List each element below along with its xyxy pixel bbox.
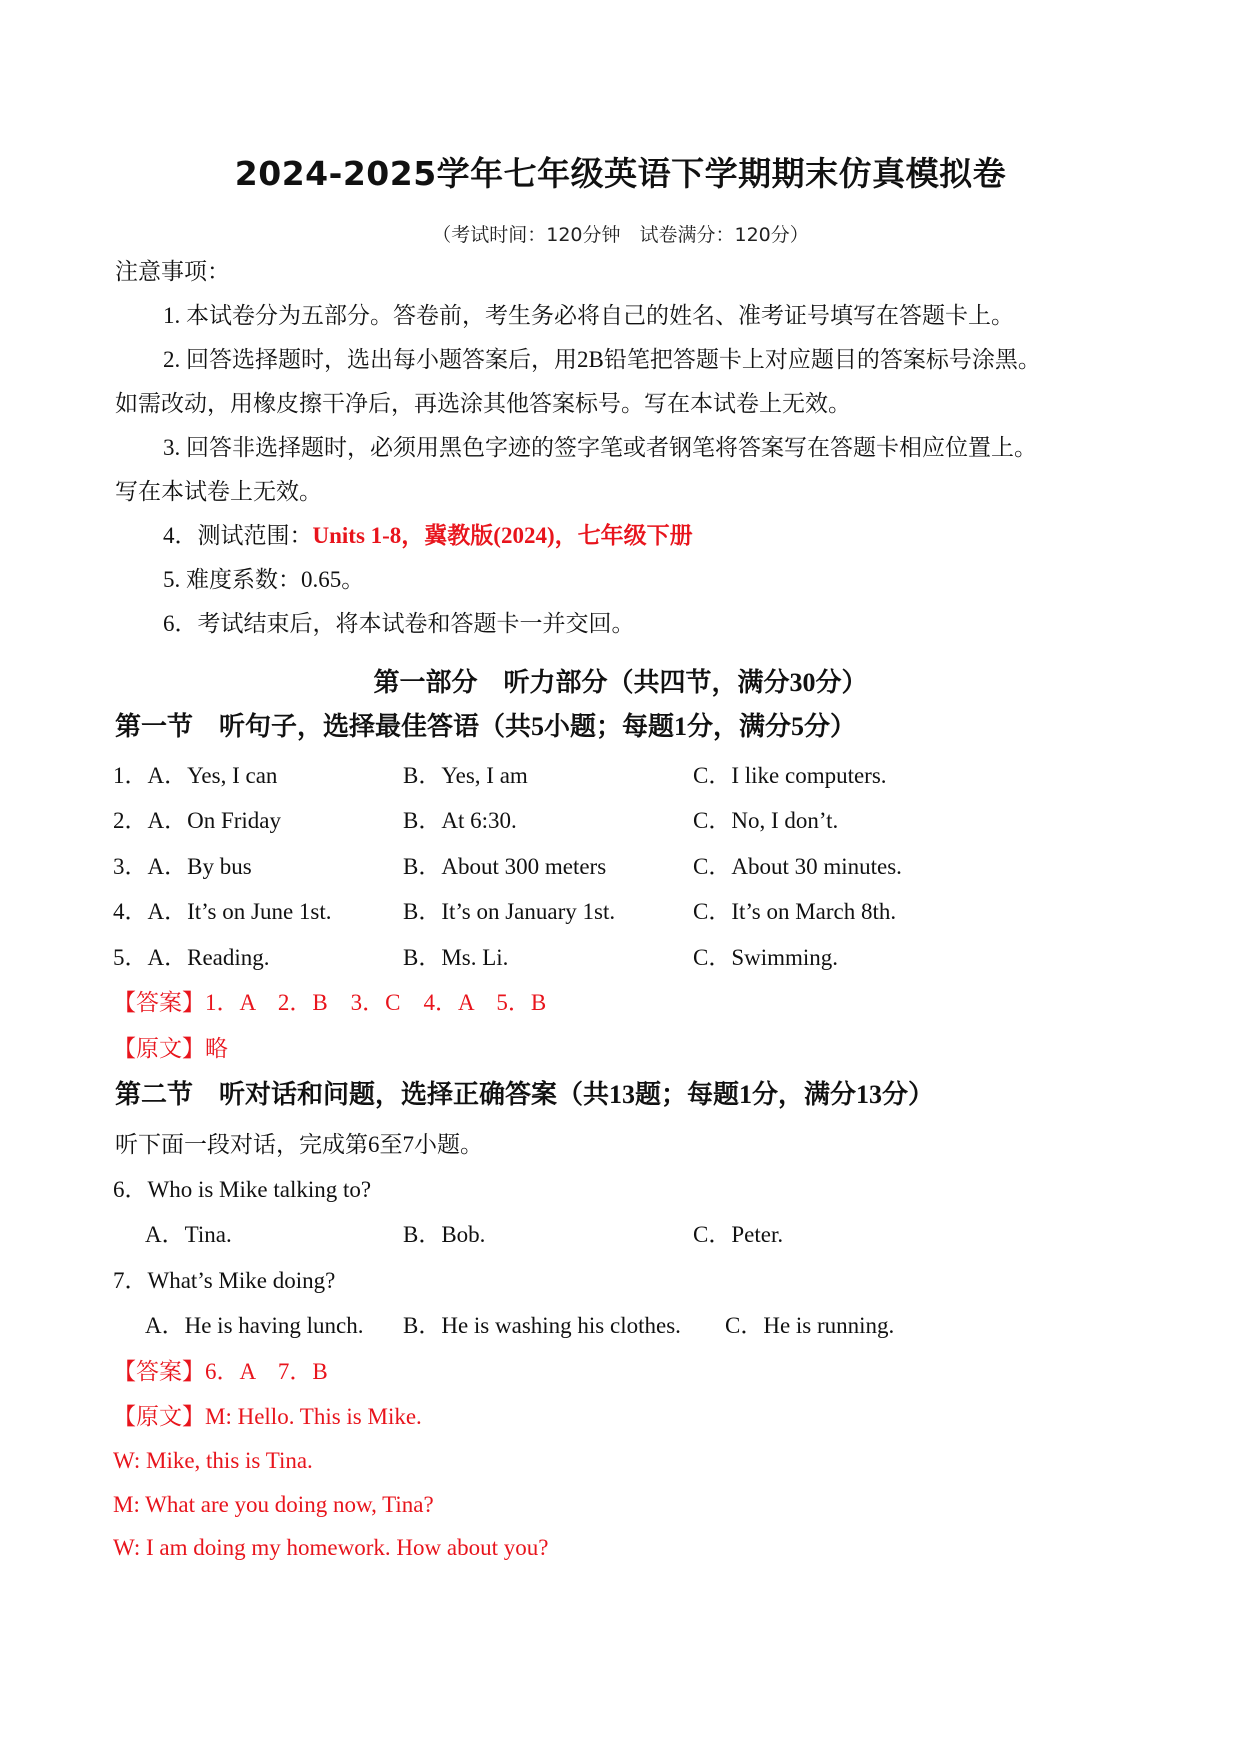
script-line: W: Mike, this is Tina. xyxy=(113,1448,313,1473)
option-a: 4．A．It’s on June 1st. xyxy=(113,899,332,924)
notice-item: 5. 难度系数：0.65。 xyxy=(163,567,365,592)
script-line: M: What are you doing now, Tina? xyxy=(113,1492,434,1517)
option-c: C．Peter. xyxy=(693,1222,784,1247)
question-text: 7．What’s Mike doing? xyxy=(113,1268,336,1293)
notice-heading: 注意事项： xyxy=(115,259,230,284)
option-b: B．Bob. xyxy=(403,1222,486,1247)
option-c: C．I like computers. xyxy=(693,763,887,788)
option-b: B．It’s on January 1st. xyxy=(403,899,616,924)
option-a: A．He is having lunch. xyxy=(145,1313,364,1338)
notice-item: 6．考试结束后，将本试卷和答题卡一并交回。 xyxy=(163,611,635,636)
option-c: C．No, I don’t. xyxy=(693,808,839,833)
notice-item-continued: 如需改动，用橡皮擦干净后，再选涂其他答案标号。写在本试卷上无效。 xyxy=(115,391,851,416)
scope-label: 4．测试范围： xyxy=(163,523,313,548)
notice-item-continued: 写在本试卷上无效。 xyxy=(115,479,322,504)
script-line: W: I am doing my homework. How about you? xyxy=(113,1535,549,1560)
part-heading: 第一部分 听力部分（共四节，满分30分） xyxy=(373,668,868,697)
scope-value: Units 1-8，冀教版(2024)，七年级下册 xyxy=(312,523,693,548)
section-heading: 第二节 听对话和问题，选择正确答案（共13题；每题1分，满分13分） xyxy=(115,1080,935,1109)
question-text: 6．Who is Mike talking to? xyxy=(113,1177,372,1202)
option-b: B．About 300 meters xyxy=(403,854,607,879)
notice-item: 3. 回答非选择题时，必须用黑色字迹的签字笔或者钢笔将答案写在答题卡相应位置上。 xyxy=(163,435,1037,460)
option-a: 2．A．On Friday xyxy=(113,808,282,833)
option-a: A．Tina. xyxy=(145,1222,232,1247)
section-intro: 听下面一段对话，完成第6至7小题。 xyxy=(115,1132,483,1157)
option-a: 5．A．Reading. xyxy=(113,945,270,970)
page-title: 2024-2025学年七年级英语下学期期末仿真模拟卷 xyxy=(234,154,1007,193)
notice-item: 2. 回答选择题时，选出每小题答案后，用2B铅笔把答题卡上对应题目的答案标号涂黑。 xyxy=(163,347,1041,372)
answer-key: 【答案】1．A 2．B 3．C 4．A 5．B xyxy=(113,990,547,1015)
script-text: 【原文】略 xyxy=(113,1036,228,1061)
option-b: B．He is washing his clothes. xyxy=(403,1313,681,1338)
section-heading: 第一节 听句子，选择最佳答语（共5小题；每题1分，满分5分） xyxy=(115,712,857,741)
option-c: C．It’s on March 8th. xyxy=(693,899,897,924)
notice-item: 1. 本试卷分为五部分。答卷前，考生务必将自己的姓名、准考证号填写在答题卡上。 xyxy=(163,303,1014,328)
option-a: 1．A．Yes, I can xyxy=(113,763,278,788)
option-c: C．Swimming. xyxy=(693,945,839,970)
option-b: B．Ms. Li. xyxy=(403,945,509,970)
option-c: C．About 30 minutes. xyxy=(693,854,902,879)
option-c: C．He is running. xyxy=(725,1313,895,1338)
answer-key: 【答案】6．A 7．B xyxy=(113,1359,328,1384)
exam-info: （考试时间：120分钟 试卷满分：120分） xyxy=(432,224,809,246)
option-b: B．Yes, I am xyxy=(403,763,528,788)
script-line: 【原文】M: Hello. This is Mike. xyxy=(113,1404,422,1429)
option-b: B．At 6:30. xyxy=(403,808,517,833)
option-a: 3．A．By bus xyxy=(113,854,252,879)
notice-item-scope xyxy=(163,521,693,551)
